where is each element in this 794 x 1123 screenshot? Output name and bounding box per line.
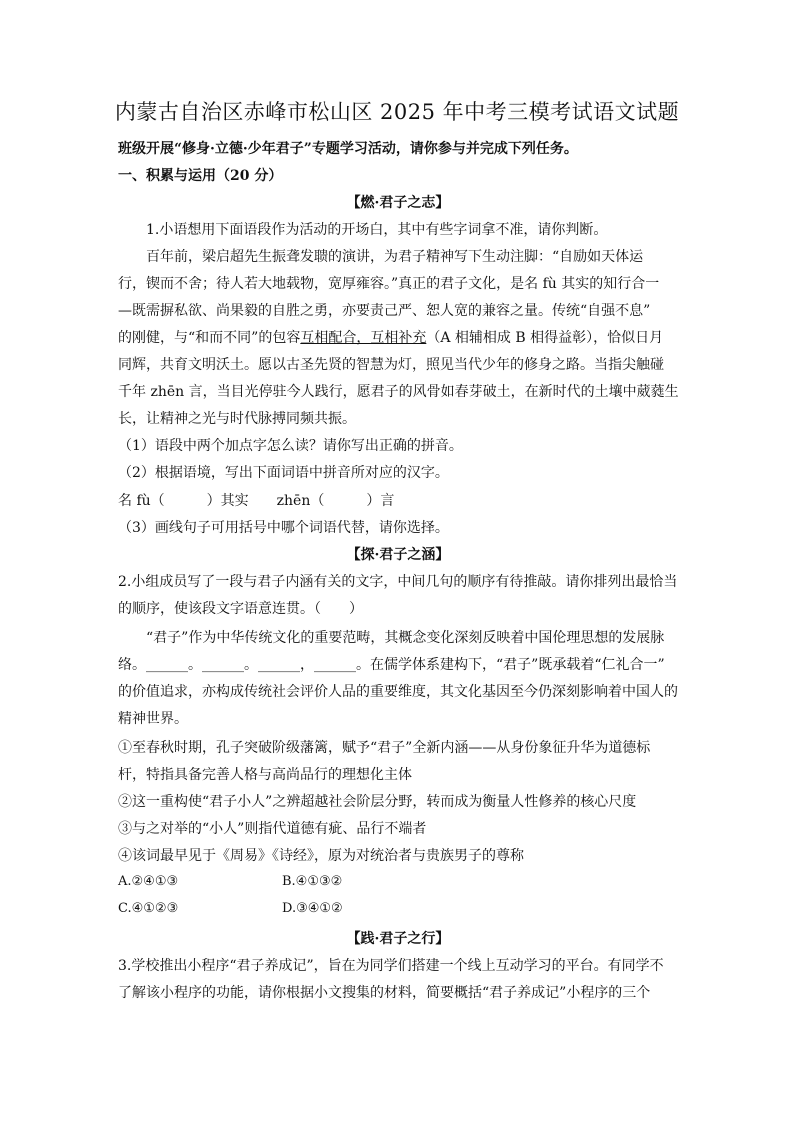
passage-2-line: “君子”作为中华传统文化的重要范畴，其概念变化深刻反映着中国伦理思想的发展脉 xyxy=(146,630,665,646)
page-title: 内蒙古自治区赤峰市松山区 2025 年中考三模考试语文试题 xyxy=(114,100,680,124)
passage-2-line: 精神世界。 xyxy=(118,711,188,727)
block-heading-3: 【践·君子之行】 xyxy=(346,931,450,947)
passage-text: （A 相辅相成 B 相得益彰），恰似日月 xyxy=(426,330,664,346)
option-d: D.③④①② xyxy=(282,901,343,916)
passage-2-line: 的价值追求，亦构成传统社会评价人品的重要维度，其文化基因至今仍深刻影响着中国人的 xyxy=(118,684,678,700)
sentence-item-1-cont: 杆，特指具备完善人格与高尚品行的理想化主体 xyxy=(118,767,412,783)
passage-1-line xyxy=(118,327,678,347)
underlined-phrase: 互相配合，互相补充 xyxy=(300,330,427,346)
option-a: A.②④①③ xyxy=(118,874,179,889)
option-c: C.④①②③ xyxy=(118,901,179,916)
sentence-item-4: ④该词最早见于《周易》《诗经》，原为对统治者与贵族男子的尊称 xyxy=(118,848,524,864)
sub-question-2: （2）根据语境，写出下面词语中拼音所对应的汉字。 xyxy=(118,465,449,481)
section-heading: 一、积累与运用（20 分） xyxy=(118,168,283,184)
passage-1-line: 行，锲而不舍；待人若大地载物，宽厚雍容。”真正的君子文化，是名 fù 其实的知行合一 xyxy=(118,276,660,292)
question-2-line: 2.小组成员写了一段与君子内涵有关的文字，中间几句的顺序有待推敲。请你排列出最恰当 xyxy=(118,574,678,590)
question-3-line: 3.学校推出小程序“君子养成记”，旨在为同学们搭建一个线上互动学习的平台。有同学不 xyxy=(118,958,664,974)
passage-1-line: —既需摒私欲、尚果毅的自胜之勇，亦要责己严、恕人宽的兼容之量。传统“自强不息” xyxy=(118,303,651,319)
block-heading-1: 【燃·君子之志】 xyxy=(346,195,450,211)
passage-1-line: 同辉，共育文明沃土。愿以古圣先贤的智慧为灯，照见当代少年的修身之路。当指尖触碰 xyxy=(118,357,664,373)
passage-2-line: 络。______。______。______，______。在儒学体系建构下，“君子”既承载着“仁礼合一” xyxy=(118,657,665,673)
passage-text: 的刚健，与“和而不同”的包容 xyxy=(118,330,301,346)
question-2-line: 的顺序，使该段文字语意连贯。（ ） xyxy=(118,601,363,617)
passage-1-line: 千年 zhēn 言，当目光停驻今人践行，愿君子的风骨如春芽破土，在新时代的土壤中葳蕤生 xyxy=(118,384,679,400)
option-b: B.④①③② xyxy=(282,874,343,889)
question-1: 1.小语想用下面语段作为活动的开场白，其中有些字词拿不准，请你判断。 xyxy=(146,222,608,238)
sentence-item-3: ③与之对举的“小人”则指代道德有疵、品行不端者 xyxy=(118,821,427,837)
passage-1-line: 长，让精神之光与时代脉搏同频共振。 xyxy=(118,411,356,427)
sub-question-3: （3）画线句子可用括号中哪个词语代替，请你选择。 xyxy=(118,520,449,536)
intro-text: 班级开展“修身·立德·少年君子”专题学习活动，请你参与并完成下列任务。 xyxy=(118,141,578,157)
sentence-item-2: ②这一重构使“君子小人”之辨超越社会阶层分野，转而成为衡量人性修养的核心尺度 xyxy=(118,794,637,810)
block-heading-2: 【探·君子之涵】 xyxy=(346,547,450,563)
passage-1-line: 百年前，梁启超先生振聋发聩的演讲，为君子精神写下生动注脚：“自励如天体运 xyxy=(146,249,644,265)
sentence-item-1: ①至春秋时期，孔子突破阶级藩篱，赋予“君子”全新内涵——从身份象征升华为道德标 xyxy=(118,740,651,756)
fill-blank-line: 名 fù（ ）其实 zhēn（ ）言 xyxy=(118,493,395,509)
sub-question-1: （1）语段中两个加点字怎么读？请你写出正确的拼音。 xyxy=(118,438,463,454)
question-3-line: 了解该小程序的功能，请你根据小文搜集的材料，简要概括“君子养成记”小程序的三个 xyxy=(118,985,651,1001)
